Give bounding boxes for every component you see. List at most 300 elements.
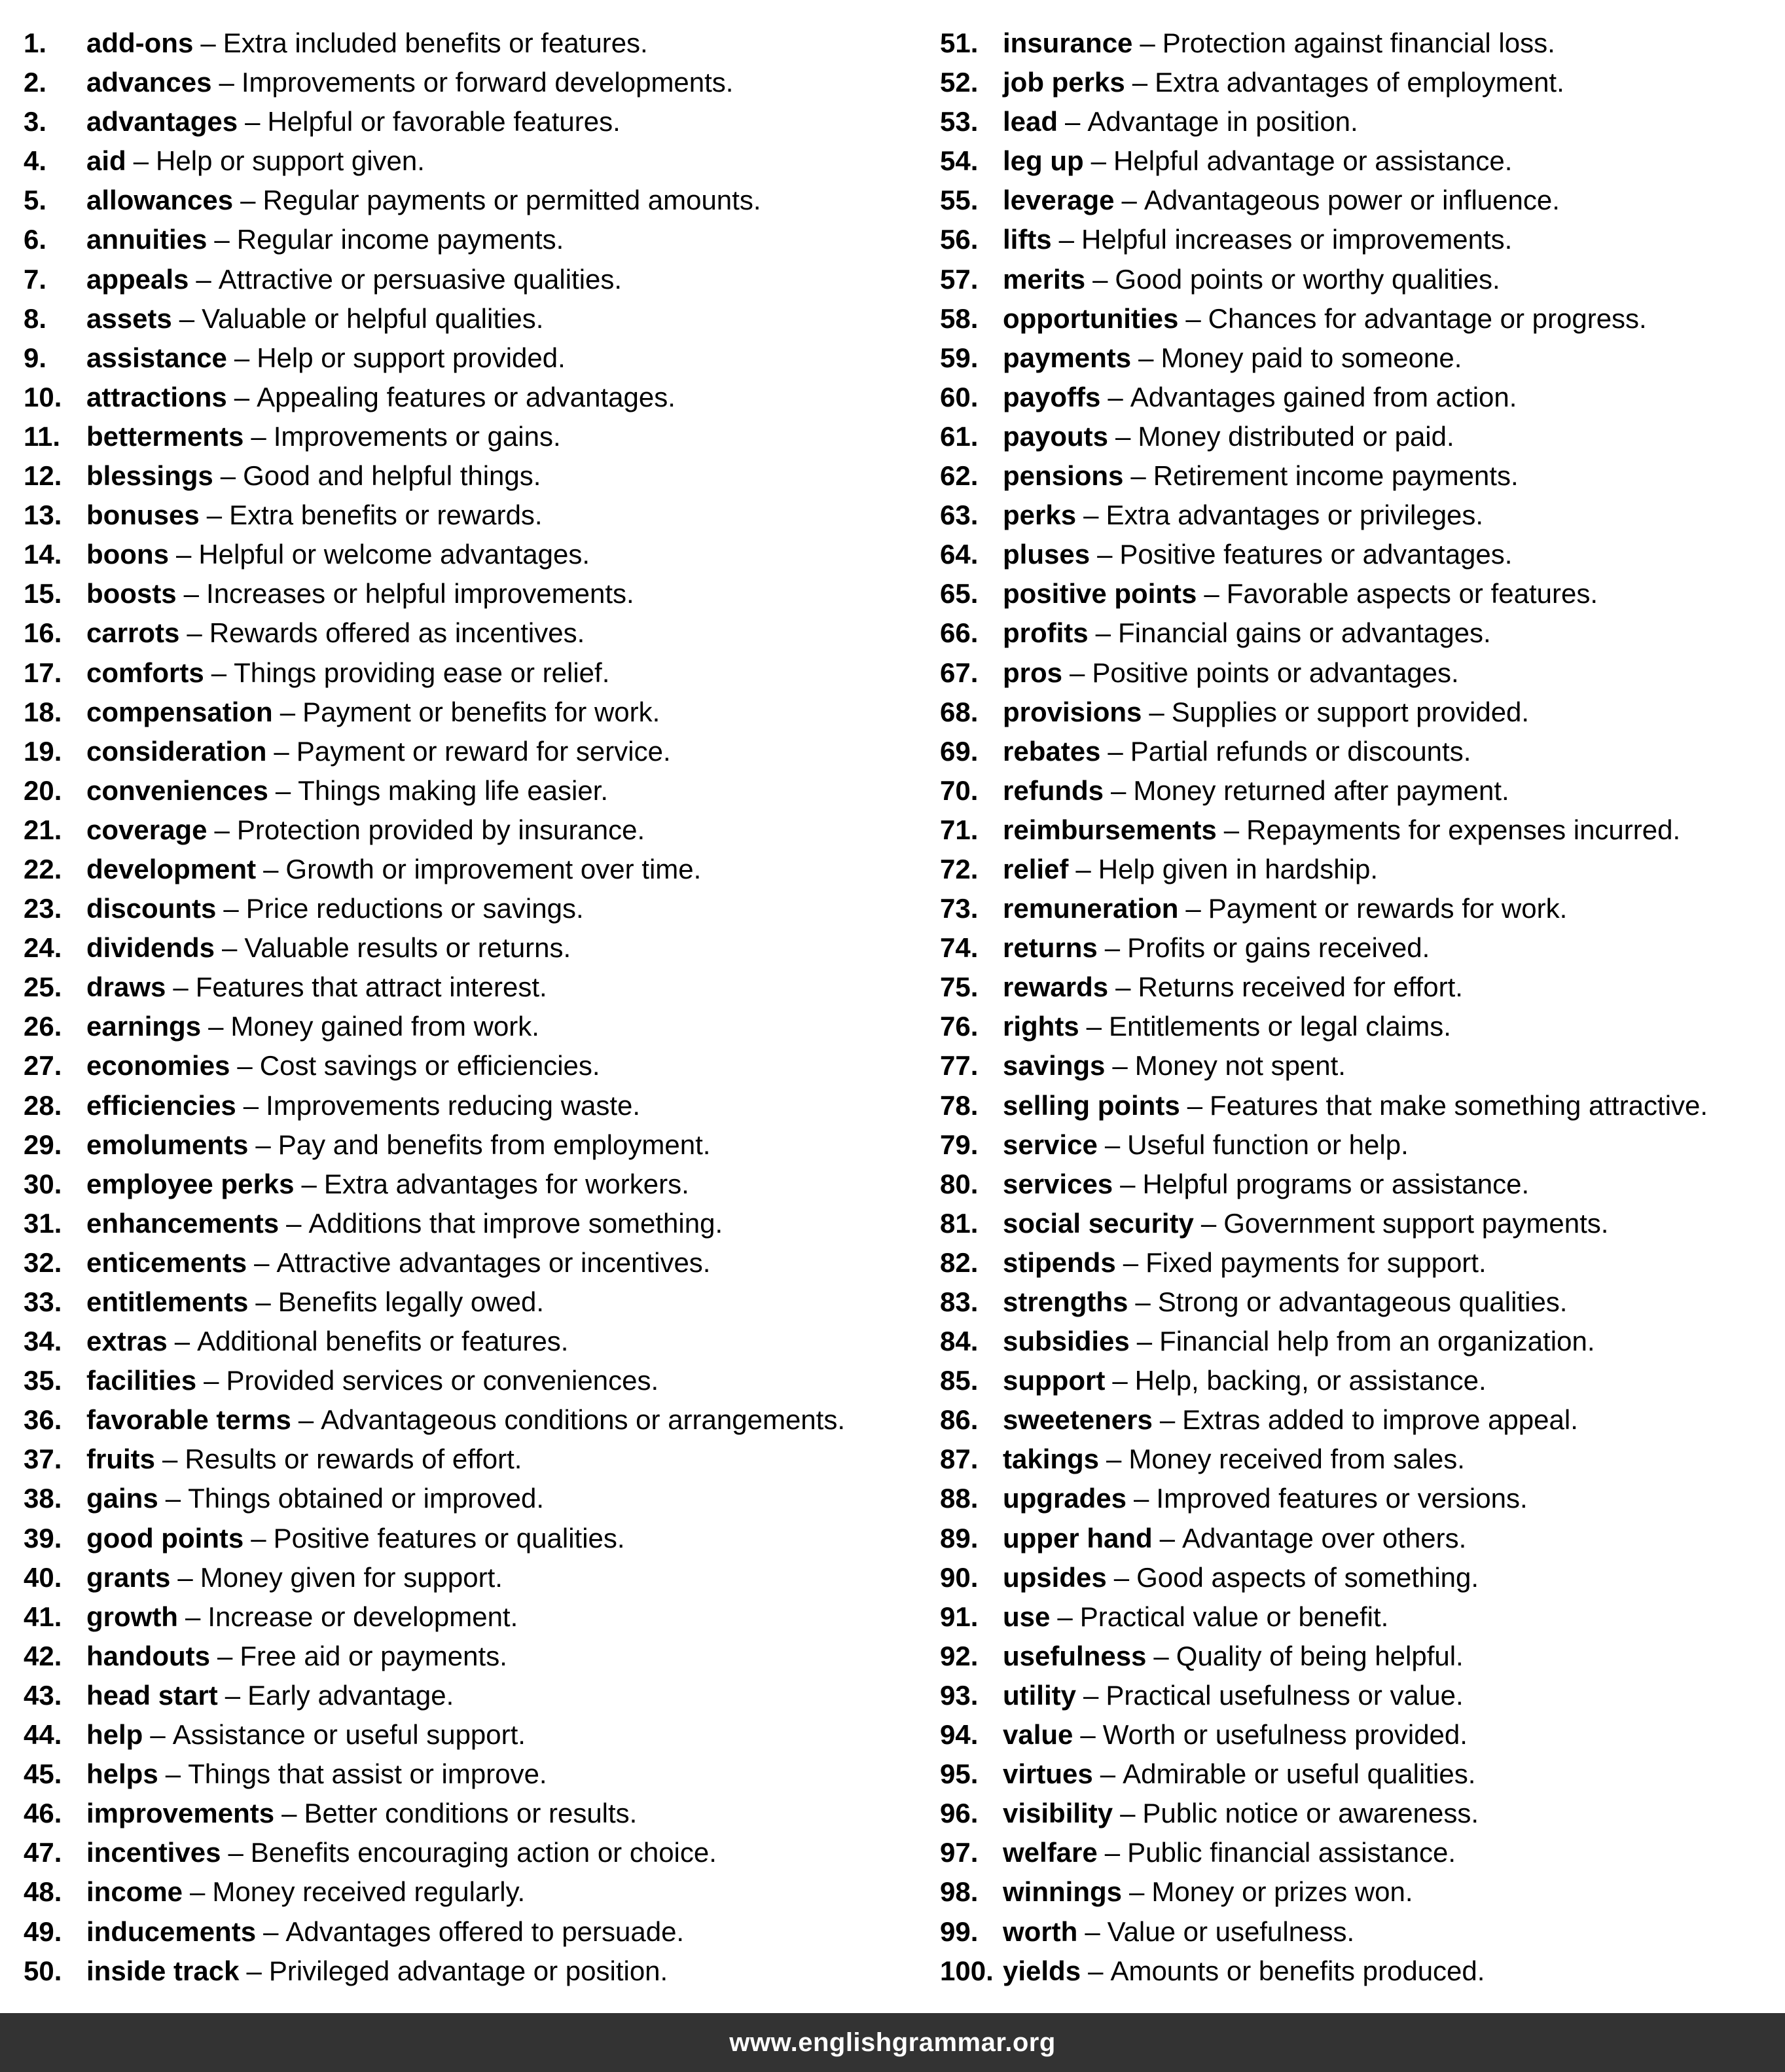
list-item [940,1086,1778,1125]
item-separator: – [251,420,266,452]
item-number: 63. [940,500,979,531]
item-number: 66. [940,617,979,649]
item-definition: Help or support given. [156,145,425,177]
item-number: 92. [940,1640,979,1671]
list-item [24,1912,927,1952]
list-item [24,1558,927,1597]
item-number: 87. [940,1444,979,1475]
item-word: allowances [86,185,234,216]
item-number: 93. [940,1679,979,1711]
item-number: 58. [940,302,979,334]
item-word: perks [1003,500,1077,531]
item-word: advances [86,67,212,98]
item-definition: Growth or improvement over time. [285,853,702,884]
item-separator: – [263,853,279,884]
item-number: 36. [24,1404,62,1436]
item-definition: Positive points or advantages. [1092,657,1459,688]
item-separator: – [1140,27,1155,58]
item-definition: Regular payments or permitted amounts. [262,185,761,216]
list-item [24,1125,927,1165]
item-word: inside track [86,1955,240,1986]
item-separator: – [240,185,256,216]
item-definition: Extras added to improve appeal. [1182,1404,1578,1436]
list-item [24,417,927,456]
item-number: 99. [940,1916,979,1947]
item-number: 80. [940,1168,979,1199]
item-number: 43. [24,1679,62,1711]
item-word: entitlements [86,1286,249,1317]
item-word: virtues [1003,1758,1093,1790]
item-definition: Extra advantages or privileges. [1106,500,1484,531]
item-word: worth [1003,1916,1078,1947]
item-separator: – [1104,932,1121,964]
item-word: social security [1003,1207,1194,1239]
item-definition: Results or rewards of effort. [185,1444,522,1475]
item-definition: Favorable aspects or features. [1226,578,1598,609]
item-definition: Extra advantages for workers. [323,1168,689,1199]
list-item [940,260,1778,299]
item-definition: Regular income payments. [236,224,564,255]
item-definition: Amounts or benefits produced. [1110,1955,1485,1986]
item-separator: – [263,1916,279,1947]
list-item [24,653,927,693]
item-definition: Things obtained or improved. [188,1483,545,1514]
list-item [24,1361,927,1400]
item-word: good points [86,1522,244,1554]
item-number: 5. [24,185,47,216]
item-word: bonuses [86,500,200,531]
item-number: 9. [24,342,47,373]
item-definition: Money or prizes won. [1151,1876,1413,1908]
item-separator: – [1091,145,1107,177]
item-definition: Help given in hardship. [1098,853,1379,884]
item-word: facilities [86,1365,197,1396]
list-item [940,810,1778,850]
website-link[interactable]: www.englishgrammar.org [729,2027,1056,2057]
item-word: assets [86,302,172,334]
item-word: enhancements [86,1207,279,1239]
item-number: 45. [24,1758,62,1790]
item-definition: Additional benefits or features. [197,1326,569,1357]
item-definition: Chances for advantage or progress. [1208,302,1647,334]
item-separator: – [1070,657,1085,688]
list-item [940,889,1778,928]
item-word: takings [1003,1444,1100,1475]
item-separator: – [254,1246,270,1278]
item-separator: – [245,106,261,137]
item-separator: – [185,1601,201,1632]
item-definition: Improvements reducing waste. [266,1089,641,1121]
item-definition: Money returned after payment. [1133,774,1509,806]
item-separator: – [1080,1719,1096,1751]
item-word: opportunities [1003,302,1179,334]
item-separator: – [208,1011,224,1042]
item-separator: – [1075,853,1091,884]
item-separator: – [211,657,227,688]
item-separator: – [1111,774,1127,806]
item-definition: Quality of being helpful. [1176,1640,1464,1671]
item-number: 39. [24,1522,62,1554]
item-word: boosts [86,578,177,609]
item-number: 73. [940,893,979,924]
item-definition: Repayments for expenses incurred. [1246,814,1681,845]
item-word: blessings [86,460,213,492]
item-definition: Good and helpful things. [243,460,541,492]
item-word: rights [1003,1011,1079,1042]
list-item [940,141,1778,181]
list-item [940,456,1778,496]
item-separator: – [298,1404,314,1436]
item-word: merits [1003,263,1086,295]
item-word: inducements [86,1916,257,1947]
item-definition: Money paid to someone. [1161,342,1462,373]
list-item [940,613,1778,653]
item-number: 8. [24,302,47,334]
item-separator: – [1204,578,1219,609]
item-word: strengths [1003,1286,1128,1317]
item-definition: Payment or benefits for work. [302,696,660,727]
item-number: 7. [24,263,47,295]
list-item [24,732,927,771]
item-number: 82. [940,1246,979,1278]
list-item [940,378,1778,417]
item-definition: Assistance or useful support. [172,1719,526,1751]
item-word: pensions [1003,460,1124,492]
item-separator: – [187,617,202,649]
item-word: incentives [86,1837,221,1868]
item-separator: – [1130,460,1146,492]
list-item [940,928,1778,968]
item-word: refunds [1003,774,1104,806]
item-definition: Privileged advantage or position. [268,1955,668,1986]
item-number: 16. [24,617,62,649]
item-number: 71. [940,814,979,845]
item-separator: – [1132,67,1148,98]
item-number: 17. [24,657,62,688]
item-number: 29. [24,1129,62,1160]
list-item [24,810,927,850]
list-item [940,535,1778,574]
list-item [940,1322,1778,1361]
item-number: 14. [24,539,62,570]
item-word: pros [1003,657,1063,688]
item-word: conveniences [86,774,268,806]
item-number: 90. [940,1561,979,1593]
item-word: assistance [86,342,227,373]
item-word: improvements [86,1798,275,1829]
item-number: 10. [24,381,62,412]
list-item [940,1400,1778,1440]
item-definition: Money distributed or paid. [1138,420,1454,452]
item-word: appeals [86,263,189,295]
item-definition: Help, backing, or assistance. [1134,1365,1487,1396]
item-word: handouts [86,1640,210,1671]
item-number: 49. [24,1916,62,1947]
item-definition: Helpful programs or assistance. [1142,1168,1530,1199]
list-item [940,574,1778,613]
item-number: 65. [940,578,979,609]
list-item [24,1086,927,1125]
item-word: profits [1003,617,1089,649]
item-number: 70. [940,774,979,806]
item-separator: – [234,342,250,373]
item-number: 75. [940,972,979,1003]
item-number: 67. [940,657,979,688]
list-item [24,496,927,535]
item-separator: – [1088,1955,1104,1986]
item-definition: Advantage over others. [1182,1522,1467,1554]
item-number: 35. [24,1365,62,1396]
list-item [940,299,1778,338]
item-number: 61. [940,420,979,452]
item-separator: – [214,224,230,255]
item-word: fruits [86,1444,155,1475]
item-number: 68. [940,696,979,727]
item-definition: Public financial assistance. [1127,1837,1456,1868]
item-word: attractions [86,381,227,412]
item-separator: – [196,263,211,295]
item-definition: Attractive or persuasive qualities. [218,263,622,295]
item-definition: Attractive advantages or incentives. [276,1246,711,1278]
list-item [24,24,927,63]
left-column [24,24,927,1991]
item-word: stipends [1003,1246,1116,1278]
item-number: 26. [24,1011,62,1042]
item-separator: – [228,1837,243,1868]
item-separator: – [1134,1483,1149,1514]
list-item [24,928,927,968]
item-word: upper hand [1003,1522,1153,1554]
item-word: development [86,853,257,884]
list-item [940,496,1778,535]
item-word: growth [86,1601,178,1632]
item-number: 96. [940,1798,979,1829]
item-separator: – [183,578,200,609]
item-word: selling points [1003,1089,1180,1121]
list-item [940,1715,1778,1754]
item-definition: Extra included benefits or features. [223,27,648,58]
item-number: 62. [940,460,979,492]
item-separator: – [1112,1365,1128,1396]
item-separator: – [1185,302,1201,334]
item-number: 37. [24,1444,62,1475]
item-definition: Money received regularly. [212,1876,526,1908]
item-definition: Financial gains or advantages. [1118,617,1491,649]
list-item [24,850,927,889]
list-item [24,1007,927,1046]
item-definition: Advantageous conditions or arrangements. [321,1404,846,1436]
item-definition: Money gained from work. [230,1011,539,1042]
list-item [24,378,927,417]
item-number: 79. [940,1129,979,1160]
list-item [24,260,927,299]
item-word: economies [86,1050,230,1081]
list-item [24,1282,927,1322]
item-number: 60. [940,381,979,412]
item-separator: – [174,1326,190,1357]
item-number: 52. [940,67,979,98]
item-word: lifts [1003,224,1052,255]
list-item [24,63,927,102]
item-number: 94. [940,1719,979,1751]
item-number: 38. [24,1483,62,1514]
item-separator: – [1159,1522,1176,1554]
item-word: insurance [1003,27,1133,58]
list-item [24,1833,927,1872]
item-number: 74. [940,932,979,964]
item-separator: – [1104,1837,1121,1868]
item-definition: Features that make something attractive. [1210,1089,1708,1121]
item-separator: – [281,1798,297,1829]
item-word: helps [86,1758,158,1790]
item-number: 23. [24,893,62,924]
item-separator: – [1104,1129,1121,1160]
item-definition: Benefits encouraging action or choice. [250,1837,717,1868]
item-definition: Fixed payments for support. [1145,1246,1487,1278]
item-word: returns [1003,932,1098,964]
item-word: welfare [1003,1837,1098,1868]
item-definition: Practical usefulness or value. [1106,1679,1464,1711]
item-word: grants [86,1561,171,1593]
item-word: positive points [1003,578,1197,609]
item-word: value [1003,1719,1073,1751]
item-word: consideration [86,735,267,767]
item-number: 84. [940,1326,979,1357]
item-word: service [1003,1129,1098,1160]
item-definition: Financial help from an organization. [1159,1326,1595,1357]
list-item [940,1243,1778,1282]
list-item [940,1952,1778,1991]
item-number: 56. [940,224,979,255]
item-word: visibility [1003,1798,1113,1829]
item-separator: – [301,1168,317,1199]
list-item [940,968,1778,1007]
item-definition: Good aspects of something. [1136,1561,1479,1593]
item-number: 11. [24,420,61,452]
item-definition: Payment or reward for service. [296,735,671,767]
item-word: dividends [86,932,215,964]
item-definition: Payment or rewards for work. [1208,893,1568,924]
item-word: leverage [1003,185,1115,216]
list-item [940,220,1778,259]
item-number: 81. [940,1207,979,1239]
list-item [24,968,927,1007]
item-word: emoluments [86,1129,249,1160]
item-definition: Entitlements or legal claims. [1109,1011,1451,1042]
item-number: 34. [24,1326,62,1357]
list-item [24,338,927,378]
item-word: utility [1003,1679,1076,1711]
item-separator: – [1153,1640,1169,1671]
list-item [940,1282,1778,1322]
item-separator: – [1086,1011,1102,1042]
item-separator: – [1115,972,1131,1003]
item-separator: – [1135,1286,1151,1317]
item-definition: Features that attract interest. [195,972,547,1003]
item-separator: – [275,774,291,806]
item-word: remuneration [1003,893,1179,924]
item-separator: – [251,1522,266,1554]
list-item [24,693,927,732]
item-number: 33. [24,1286,62,1317]
item-definition: Things that assist or improve. [188,1758,547,1790]
item-word: rebates [1003,735,1101,767]
item-word: rewards [1003,972,1109,1003]
item-word: aid [86,145,126,177]
list-item [940,24,1778,63]
list-item [24,1597,927,1637]
item-number: 1. [24,27,47,58]
item-definition: Benefits legally owed. [278,1286,544,1317]
item-word: upsides [1003,1561,1107,1593]
item-number: 12. [24,460,62,492]
item-separator: – [1065,106,1081,137]
item-number: 22. [24,853,62,884]
item-word: lead [1003,106,1058,137]
item-word: advantages [86,106,238,137]
list-item [24,1715,927,1754]
item-separator: – [1092,263,1108,295]
item-definition: Money given for support. [200,1561,503,1593]
item-definition: Advantages gained from action. [1130,381,1517,412]
item-word: efficiencies [86,1089,236,1121]
item-separator: – [255,1286,271,1317]
item-number: 30. [24,1168,62,1199]
list-item [940,1361,1778,1400]
item-number: 15. [24,578,62,609]
item-word: coverage [86,814,207,845]
item-definition: Helpful or favorable features. [267,106,621,137]
list-item [24,574,927,613]
item-separator: – [200,27,216,58]
item-definition: Better conditions or results. [304,1798,638,1829]
item-separator: – [1149,696,1164,727]
list-item [940,1754,1778,1794]
item-separator: – [179,302,195,334]
item-definition: Increase or development. [207,1601,518,1632]
item-number: 46. [24,1798,62,1829]
item-separator: – [175,539,192,570]
item-number: 86. [940,1404,979,1436]
item-word: enticements [86,1246,247,1278]
item-word: relief [1003,853,1069,884]
item-number: 76. [940,1011,979,1042]
item-separator: – [1083,500,1099,531]
item-separator: – [1083,1679,1099,1711]
item-number: 4. [24,145,47,177]
list-item [940,653,1778,693]
item-separator: – [255,1129,271,1160]
item-separator: – [1095,617,1111,649]
item-definition: Things providing ease or relief. [234,657,610,688]
item-number: 97. [940,1837,979,1868]
item-number: 6. [24,224,47,255]
item-word: gains [86,1483,158,1514]
item-separator: – [133,145,149,177]
list-item [940,338,1778,378]
item-separator: – [1129,1876,1145,1908]
list-item [24,1676,927,1715]
item-number: 40. [24,1561,62,1593]
item-definition: Money received from sales. [1128,1444,1465,1475]
item-definition: Early advantage. [247,1679,454,1711]
item-word: add-ons [86,27,194,58]
item-number: 51. [940,27,979,58]
list-item [940,181,1778,220]
list-item [24,456,927,496]
item-word: support [1003,1365,1106,1396]
item-separator: – [1123,1246,1139,1278]
